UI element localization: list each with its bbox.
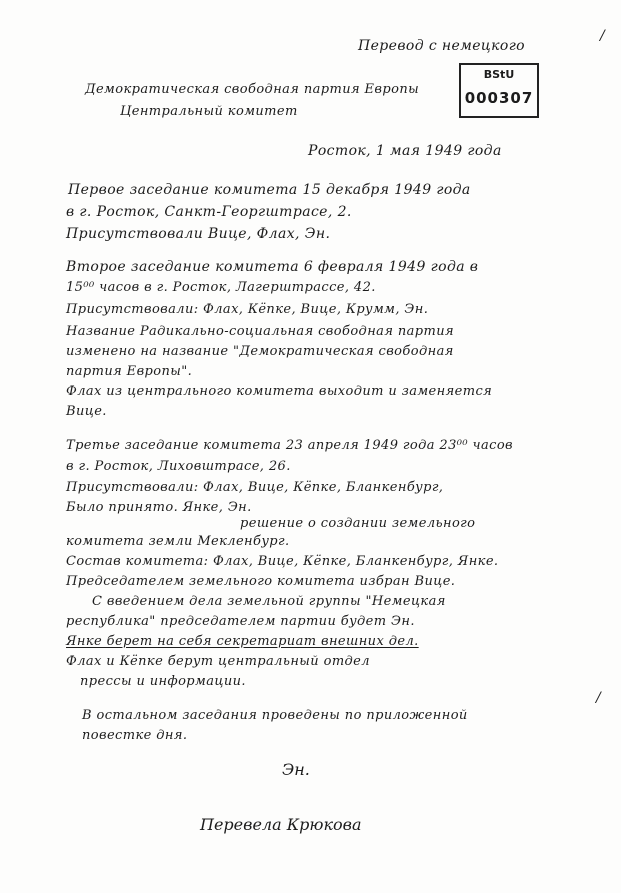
p2-line-6: партия Европы".	[66, 364, 193, 379]
stamp-org: BStU	[483, 68, 515, 81]
p2-line-4: Название Радикально-социальная свободная партия	[66, 324, 455, 339]
p2-line-5: изменено на название "Демократическая свободная	[66, 344, 454, 359]
p2-line-1: Второе заседание комитета 6 февраля 1949 года в	[66, 259, 479, 275]
p2-line-3: Присутствовали: Флах, Кёпке, Вице, Крумм, Эн.	[66, 302, 429, 317]
translation-note: Перевод с немецкого	[358, 38, 525, 54]
p2-line-8: Вице.	[66, 404, 107, 419]
org-name: Демократическая свободная партия Европы	[85, 82, 420, 97]
p1-line-3: Присутствовали Вице, Флах, Эн.	[66, 226, 331, 242]
p3-line-8: Председателем земельного комитета избран Вице.	[66, 574, 456, 589]
p3-line-6: комитета земли Мекленбург.	[66, 534, 290, 549]
place-date: Росток, 1 мая 1949 года	[308, 143, 502, 159]
p3-line-9: С введением дела земельной группы "Немецкая	[92, 594, 446, 609]
p3-line-2: в г. Росток, Лиховштрасе, 26.	[66, 459, 291, 474]
archive-stamp	[459, 63, 539, 118]
translator-signature: Перевела Крюкова	[200, 815, 362, 834]
p3-line-1: Третье заседание комитета 23 апреля 1949 года 23⁰⁰ часов	[66, 438, 514, 453]
p3-line-11: Янке берет на себя секретариат внешних дел.	[66, 634, 419, 649]
p3-line-13: прессы и информации.	[80, 674, 246, 689]
stamp-number: 000307	[464, 89, 534, 107]
p2-line-2: 15⁰⁰ часов в г. Росток, Лагерштрассе, 42.	[66, 280, 376, 295]
signer-signature: Эн.	[282, 760, 310, 779]
p4-line-2: повестке дня.	[82, 728, 188, 743]
p3-line-12: Флах и Кёпке берут центральный отдел	[66, 654, 370, 669]
p1-line-2: в г. Росток, Санкт-Георгштрасе, 2.	[66, 204, 352, 220]
margin-mark: /	[600, 28, 605, 44]
p3-line-7: Состав комитета: Флах, Вице, Кёпке, Бланкенбург, Янке.	[66, 554, 499, 569]
p3-line-5: решение о создании земельного	[240, 516, 476, 531]
p3-line-4: Было принято. Янке, Эн.	[66, 500, 252, 515]
margin-mark-2: /	[596, 690, 601, 706]
p3-line-3: Присутствовали: Флах, Вице, Кёпке, Бланкенбург,	[66, 480, 444, 495]
org-committee: Центральный комитет	[120, 104, 298, 119]
p1-line-1: Первое заседание комитета 15 декабря 1949 года	[68, 182, 471, 198]
p4-line-1: В остальном заседания проведены по приложенной	[82, 708, 468, 723]
p3-line-10: республика" председателем партии будет Эн.	[66, 614, 415, 629]
p2-line-7: Флах из центрального комитета выходит и заменяется	[66, 384, 493, 399]
